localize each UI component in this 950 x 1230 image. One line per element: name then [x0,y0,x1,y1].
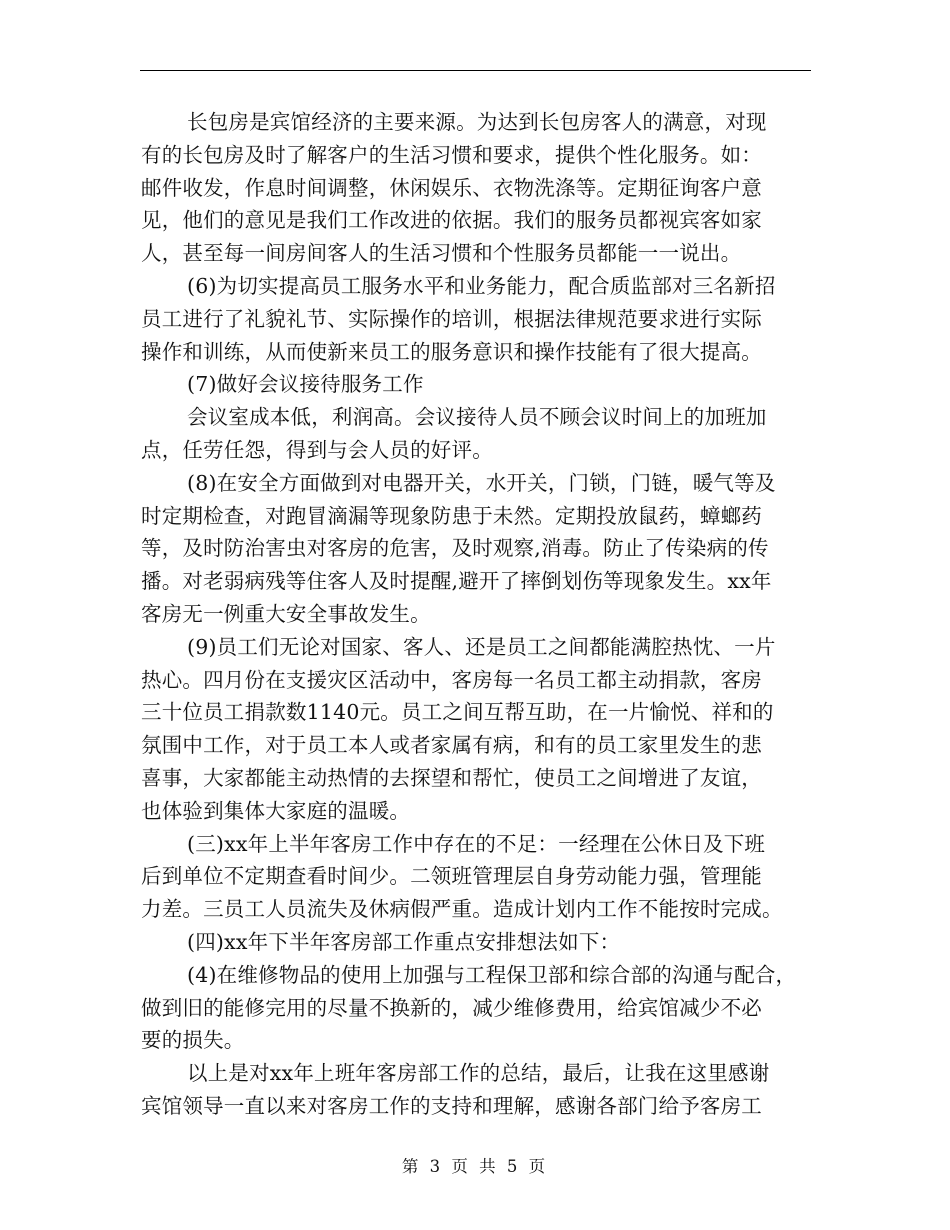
text-line: 宾馆领导一直以来对客房工作的支持和理解，感谢各部门给予客房工 [141,1093,762,1118]
text-line: 后到单位不定期查看时间少。二领班管理层自身劳动能力强，管理能 [141,864,762,889]
text-line: 员工进行了礼貌礼节、实际操作的培训，根据法律规范要求进行实际 [141,306,762,331]
text-line: 客房无一例重大安全事故发生。 [141,601,431,626]
text-line: 热心。四月份在支援灾区活动中，客房每一名员工都主动捐款，客房 [141,667,762,692]
text-line: 以上是对xx年上班年客房部工作的总结，最后，让我在这里感谢 [187,1061,770,1086]
text-line: (三)xx年上半年客房工作中存在的不足：一经理在公休日及下班 [187,831,766,856]
text-line: 做到旧的能修完用的尽量不换新的，减少维修费用，给宾馆减少不必 [141,995,762,1020]
text-line: (7)做好会议接待服务工作 [187,372,424,397]
text-line: 等，及时防治害虫对客房的危害，及时观察,消毒。防止了传染病的传 [141,536,769,561]
text-line: 有的长包房及时了解客户的生活习惯和要求，提供个性化服务。如： [141,142,762,167]
text-line: (6)为切实提高员工服务水平和业务能力，配合质监部对三名新招 [187,273,776,298]
text-line: 要的损失。 [141,1028,245,1053]
text-line: (四)xx年下半年客房部工作重点安排想法如下： [187,929,621,954]
text-line: 见，他们的意见是我们工作改进的依据。我们的服务员都视宾客如家 [141,208,762,233]
text-line: 播。对老弱病残等住客人及时提醒,避开了摔倒划伤等现象发生。xx年 [141,569,772,594]
text-line: 也体验到集体大家庭的温暖。 [141,798,411,823]
text-line: 氛围中工作，对于员工本人或者家属有病，和有的员工家里发生的悲 [141,733,762,758]
body-text [141,106,813,1123]
text-line: 喜事，大家都能主动热情的去探望和帮忙，使员工之间增进了友谊， [141,765,762,790]
text-line: (9)员工们无论对国家、客人、还是员工之间都能满腔热忱、一片 [187,634,776,659]
text-line: 点，任劳任怨，得到与会人员的好评。 [141,437,493,462]
text-line: (8)在安全方面做到对电器开关，水开关，门锁，门链，暖气等及 [187,470,776,495]
header-rule [140,70,811,71]
text-line: 三十位员工捐款数1140元。员工之间互帮互助，在一片愉悦、祥和的 [141,700,774,725]
text-line: 时定期检查，对跑冒滴漏等现象防患于未然。定期投放鼠药，蟑螂药 [141,503,762,528]
text-line: 人，甚至每一间房间客人的生活习惯和个性服务员都能一一说出。 [141,241,742,266]
text-line: 操作和训练，从而使新来员工的服务意识和操作技能有了很大提高。 [141,339,762,364]
text-line: 力差。三员工人员流失及休病假严重。造成计划内工作不能按时完成。 [141,897,783,922]
text-line: (4)在维修物品的使用上加强与工程保卫部和综合部的沟通与配合， [187,962,797,987]
text-line: 会议室成本低，利润高。会议接待人员不顾会议时间上的加班加 [187,405,767,430]
text-line: 邮件收发，作息时间调整，休闲娱乐、衣物洗涤等。定期征询客户意 [141,175,762,200]
text-line: 长包房是宾馆经济的主要来源。为达到长包房客人的满意，对现 [187,110,767,134]
page-number-footer: 第 3 页 共 5 页 [401,1157,549,1176]
